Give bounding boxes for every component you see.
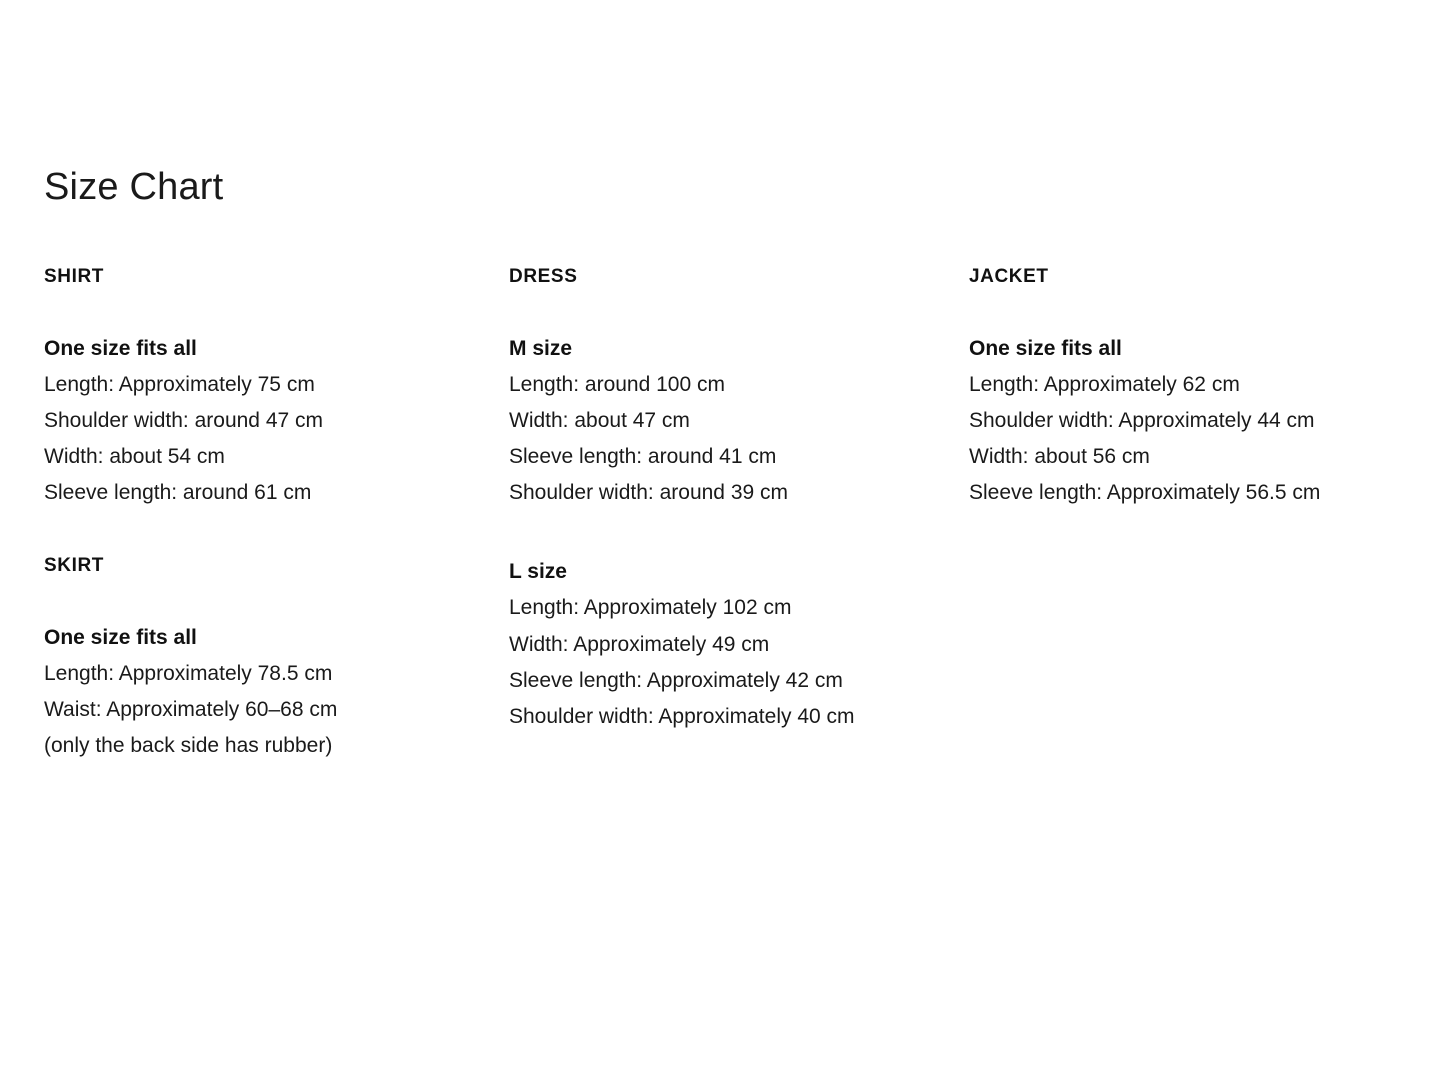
measurement-row: Shoulder width: around 39 cm <box>509 481 788 505</box>
measurement-row: Width: Approximately 49 cm <box>509 632 770 656</box>
group-jacket <box>969 266 1414 511</box>
column-shirt-skirt <box>44 266 509 765</box>
size-chart-columns <box>44 266 1414 765</box>
measurement-row: Sleeve length: around 41 cm <box>509 445 777 469</box>
size-block <box>44 620 509 764</box>
group-heading: SKIRT <box>44 555 104 577</box>
measurement-row: Sleeve length: Approximately 42 cm <box>509 668 843 692</box>
measurement-row: Width: about 47 cm <box>509 409 690 433</box>
measurement-row: Width: about 54 cm <box>44 445 225 469</box>
measurement-note: (only the back side has rubber) <box>44 734 333 758</box>
size-block <box>509 554 969 735</box>
size-block <box>44 331 509 512</box>
measurement-row: Length: Approximately 102 cm <box>509 596 792 620</box>
measurement-row: Sleeve length: Approximately 56.5 cm <box>969 481 1321 505</box>
group-heading: JACKET <box>969 266 1049 287</box>
size-block <box>509 331 969 512</box>
group-heading: SHIRT <box>44 266 104 287</box>
group-skirt <box>44 555 509 764</box>
group-heading: DRESS <box>509 266 578 287</box>
measurement-row: Length: Approximately 78.5 cm <box>44 662 333 686</box>
size-block <box>969 331 1414 512</box>
group-shirt <box>44 266 509 511</box>
page-title: Size Chart <box>44 166 224 209</box>
column-jacket <box>969 266 1414 511</box>
measurement-row: Sleeve length: around 61 cm <box>44 481 312 505</box>
size-name: One size fits all <box>44 336 197 360</box>
measurement-row: Length: around 100 cm <box>509 372 725 396</box>
measurement-row: Shoulder width: around 47 cm <box>44 409 323 433</box>
group-dress <box>509 266 969 735</box>
measurement-row: Waist: Approximately 60–68 cm <box>44 698 338 722</box>
size-name: One size fits all <box>44 626 197 650</box>
size-name: One size fits all <box>969 336 1122 360</box>
measurement-row: Shoulder width: Approximately 44 cm <box>969 409 1315 433</box>
measurement-row: Length: Approximately 62 cm <box>969 372 1240 396</box>
column-dress <box>509 266 969 735</box>
measurement-row: Width: about 56 cm <box>969 445 1150 469</box>
size-name: L size <box>509 560 567 584</box>
measurement-row: Shoulder width: Approximately 40 cm <box>509 704 855 728</box>
measurement-row: Length: Approximately 75 cm <box>44 372 315 396</box>
size-name: M size <box>509 336 573 360</box>
